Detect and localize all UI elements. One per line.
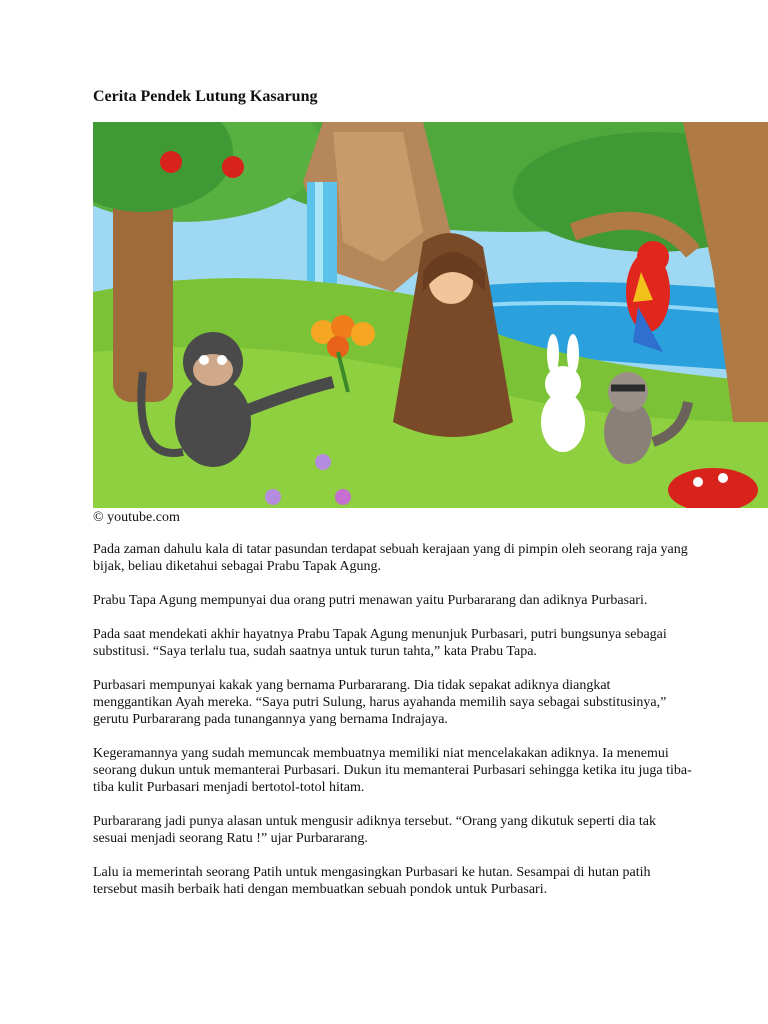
paragraph: Purbasari mempunyai kakak yang bernama Purbararang. Dia tidak sepakat adiknya diangkat menggantikan Ayah mereka. “Saya putri Sulung, harus ayahanda memilih saya sebagai substitusinya,” gerutu Purbararang pada tunangannya yang bernama Indrajaya. [93, 678, 667, 727]
image-credit: © youtube.com [93, 510, 180, 525]
paragraph: Prabu Tapa Agung mempunyai dua orang putri menawan yaitu Purbararang dan adiknya Purbasari. [93, 593, 648, 608]
page-title: Cerita Pendek Lutung Kasarung [93, 88, 318, 105]
story-body [93, 541, 693, 915]
paragraph: Pada saat mendekati akhir hayatnya Prabu Tapak Agung menunjuk Purbasari, putri bungsunya sebagai substitusi. “Saya terlalu tua, sudah saatnya untuk turun tahta,” kata Prabu Tapa. [93, 627, 667, 659]
paragraph: Kegeramannya yang sudah memuncak membuatnya memiliki niat mencelakakan adiknya. Ia menemui seorang dukun untuk memanterai Purbasari. Dukun itu memanterai Purbasari sehingga ketika itu juga tiba-tiba kulit Purbasari menjadi bertotol-totol hitam. [93, 746, 692, 795]
story-illustration [93, 122, 768, 508]
paragraph: Purbararang jadi punya alasan untuk mengusir adiknya tersebut. “Orang yang dikutuk seperti dia tak sesuai menjadi seorang Ratu !” ujar Purbararang. [93, 814, 656, 846]
paragraph: Pada zaman dahulu kala di tatar pasundan terdapat sebuah kerajaan yang di pimpin oleh seorang raja yang bijak, beliau diketahui sebagai Prabu Tapak Agung. [93, 542, 688, 574]
paragraph: Lalu ia memerintah seorang Patih untuk mengasingkan Purbasari ke hutan. Sesampai di hutan patih tersebut masih berbaik hati dengan membuatkan sebuah pondok untuk Purbasari. [93, 865, 651, 897]
